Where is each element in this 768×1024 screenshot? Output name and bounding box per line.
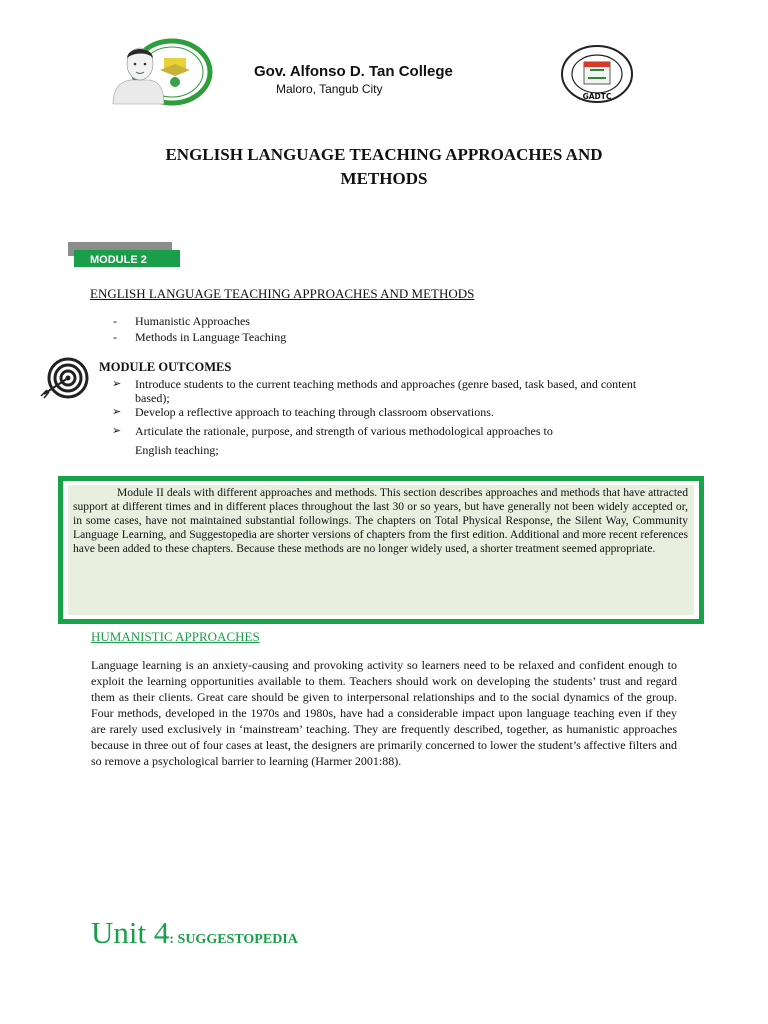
document-title xyxy=(100,143,668,191)
college-name: Gov. Alfonso D. Tan College xyxy=(254,63,453,80)
document-title-line2: METHODS xyxy=(340,169,428,188)
unit-heading xyxy=(91,915,298,951)
document-title-line1: ENGLISH LANGUAGE TEACHING APPROACHES AND xyxy=(165,145,603,164)
outcome-item: ➢ Introduce students to the current teaching methods and approaches (genre based, task based, and content based); xyxy=(112,377,637,405)
institute-seal-logo xyxy=(560,44,634,104)
outcome-item: English teaching; xyxy=(135,443,219,457)
arrow-bullet-icon: ➢ xyxy=(112,405,122,418)
topic-list xyxy=(113,313,286,345)
section-heading: ENGLISH LANGUAGE TEACHING APPROACHES AND METHODS xyxy=(90,286,475,301)
target-icon xyxy=(38,357,90,401)
outcome-item: ➢ Develop a reflective approach to teaching through classroom observations. xyxy=(112,405,494,419)
humanistic-heading: HUMANISTIC APPROACHES xyxy=(91,629,260,644)
intro-box-text: Module II deals with different approaches and methods. This section describes approaches and methods that have attracted support at different times and in different places throughout the last 30 or so years, but have generally not been widely accepted or, in some cases, have not maintained substantial followings. The chapters on Total Physical Response, the Silent Way, Community Language Learning, and Suggestopedia are shorter versions of chapters from the first edition. Additional and more recent references have been added to these chapters. Because these methods are no longer widely used, a shorter treatment seemed appropriate. xyxy=(73,486,688,555)
list-item: - Humanistic Approaches xyxy=(113,314,250,328)
arrow-bullet-icon: ➢ xyxy=(112,424,122,437)
module-tab: MODULE 2 xyxy=(74,250,180,267)
arrow-bullet-icon: ➢ xyxy=(112,377,122,390)
svg-text:GADTC: GADTC xyxy=(582,92,612,101)
list-item: - Methods in Language Teaching xyxy=(113,330,287,344)
humanistic-paragraph: Language learning is an anxiety-causing and provoking activity so learners need to be relaxed and confident enough to exploit the learning opportunities available to them. Teachers should work on developing the students’ trust and regard them as their clients. Great care should be given to interpersonal relationships and to the social dynamics of the group. Four methods, developed in the 1970s and 1980s, have had a considerable impact upon language teaching even if they are rarely used exclusively in ‘mainstream’ teaching. They are frequently described, together, as humanistic approaches because in three out of four cases at least, the designers are primarily concerned to lower the student’s affective filters and so remove a psychological barrier to learning (Harmer 2001:88). xyxy=(91,658,677,768)
unit-label: Unit 4 xyxy=(91,915,170,950)
college-seal-logo xyxy=(108,38,214,106)
college-location: Maloro, Tangub City xyxy=(276,82,383,96)
unit-title: : SUGGESTOPEDIA xyxy=(169,932,298,947)
outcome-item: ➢ Articulate the rationale, purpose, and strength of various methodological approaches to xyxy=(112,424,553,438)
outcomes-title: MODULE OUTCOMES xyxy=(99,360,232,374)
